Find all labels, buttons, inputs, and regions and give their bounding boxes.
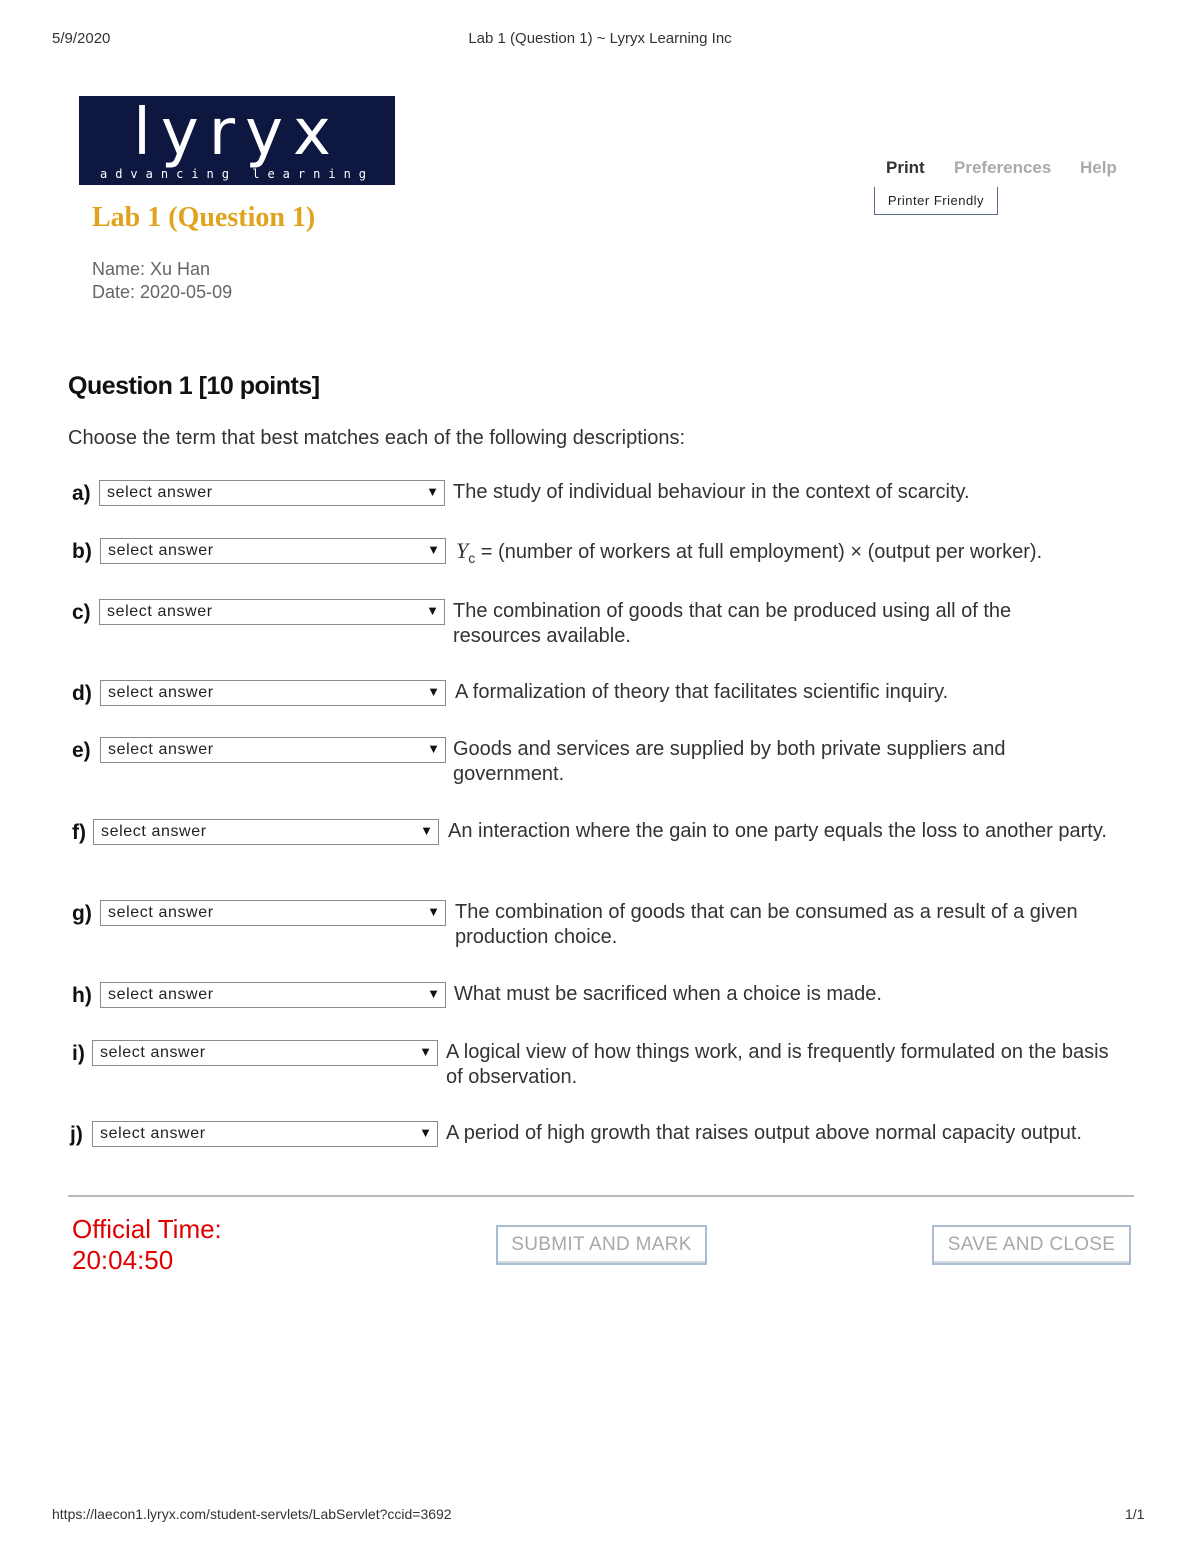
student-name: Name: Xu Han	[92, 259, 211, 279]
item-description: Goods and services are supplied by both private suppliers and government.	[453, 738, 1006, 785]
answer-select-b[interactable]	[100, 538, 446, 564]
answer-select-c[interactable]	[99, 599, 445, 625]
item-label: h)	[72, 984, 92, 1007]
nav-help[interactable]: Help	[1080, 158, 1117, 177]
answer-select-i[interactable]	[92, 1040, 438, 1066]
dropdown-arrow-icon: ▼	[427, 542, 440, 557]
print-footer	[0, 1506, 1200, 1526]
item-description: A period of high growth that raises output above normal capacity output.	[446, 1122, 1082, 1144]
submit-and-mark-button[interactable]: SUBMIT AND MARK	[496, 1225, 707, 1265]
select-value: select answer	[108, 684, 214, 701]
logo-tagline: advancing learning	[99, 167, 375, 181]
item-description: What must be sacrificed when a choice is made.	[454, 983, 882, 1005]
lab-title: Lab 1 (Question 1)	[92, 202, 316, 233]
variable-y: Y	[456, 538, 469, 563]
item-label: b)	[72, 540, 92, 563]
select-value: select answer	[100, 1044, 206, 1061]
select-value: select answer	[100, 1125, 206, 1142]
item-label: g)	[72, 902, 92, 925]
print-page-title: Lab 1 (Question 1) ~ Lyryx Learning Inc	[468, 30, 732, 47]
printer-friendly-button[interactable]: Printer Friendly	[874, 187, 998, 215]
description-text: = (number of workers at full employment) × (output per worker).	[475, 541, 1043, 563]
variable-subscript: c	[468, 550, 476, 566]
official-time	[72, 1214, 222, 1276]
select-value: select answer	[108, 741, 214, 758]
dropdown-arrow-icon: ▼	[419, 1044, 432, 1059]
item-description: A logical view of how things work, and is frequently formulated on the basis of observation.	[446, 1041, 1109, 1088]
answer-select-d[interactable]	[100, 680, 446, 706]
dropdown-arrow-icon: ▼	[427, 684, 440, 699]
answer-select-e[interactable]	[100, 737, 446, 763]
answer-select-j[interactable]	[92, 1121, 438, 1147]
student-date: Date: 2020-05-09	[92, 282, 233, 302]
answer-select-f[interactable]	[93, 819, 439, 845]
dropdown-arrow-icon: ▼	[427, 741, 440, 756]
official-time-value: 20:04:50	[72, 1245, 174, 1275]
item-description: The combination of goods that can be produced using all of the resources available.	[453, 600, 1012, 647]
print-header	[0, 30, 1200, 50]
answer-select-h[interactable]	[100, 982, 446, 1008]
official-time-label: Official Time:	[72, 1214, 222, 1244]
page-url: https://laecon1.lyryx.com/student-servlets/LabServlet?ccid=3692	[52, 1506, 452, 1522]
item-label: c)	[72, 601, 91, 624]
question-intro: Choose the term that best matches each of the following descriptions:	[68, 427, 686, 449]
question-heading: Question 1 [10 points]	[68, 372, 320, 400]
item-label: a)	[72, 482, 91, 505]
answer-select-a[interactable]	[99, 480, 445, 506]
select-value: select answer	[108, 904, 214, 921]
dropdown-arrow-icon: ▼	[426, 484, 439, 499]
dropdown-arrow-icon: ▼	[427, 904, 440, 919]
lyryx-logo	[79, 96, 395, 185]
answer-select-g[interactable]	[100, 900, 446, 926]
student-info	[92, 258, 232, 304]
select-value: select answer	[107, 484, 213, 501]
dropdown-arrow-icon: ▼	[427, 986, 440, 1001]
print-date: 5/9/2020	[52, 30, 111, 47]
item-label: j)	[70, 1123, 83, 1146]
item-label: d)	[72, 682, 92, 705]
select-value: select answer	[107, 603, 213, 620]
dropdown-arrow-icon: ▼	[426, 603, 439, 618]
item-label: f)	[72, 821, 86, 844]
section-divider	[68, 1195, 1134, 1197]
item-description: An interaction where the gain to one party equals the loss to another party.	[448, 820, 1107, 842]
select-value: select answer	[108, 986, 214, 1003]
dropdown-arrow-icon: ▼	[419, 1125, 432, 1140]
item-label: i)	[72, 1042, 85, 1065]
select-value: select answer	[108, 542, 214, 559]
item-description: The study of individual behaviour in the context of scarcity.	[453, 481, 970, 503]
item-label: e)	[72, 739, 91, 762]
item-description	[456, 538, 1146, 571]
dropdown-arrow-icon: ▼	[420, 823, 433, 838]
page-number: 1/1	[1125, 1506, 1145, 1522]
save-and-close-button[interactable]: SAVE AND CLOSE	[932, 1225, 1131, 1265]
logo-wordmark: lyryx	[133, 96, 341, 170]
select-value: select answer	[101, 823, 207, 840]
item-description: A formalization of theory that facilitates scientific inquiry.	[455, 681, 949, 703]
nav-print[interactable]: Print	[886, 158, 925, 177]
nav-preferences[interactable]: Preferences	[954, 158, 1052, 177]
item-description: The combination of goods that can be consumed as a result of a given production choice.	[455, 901, 1078, 948]
